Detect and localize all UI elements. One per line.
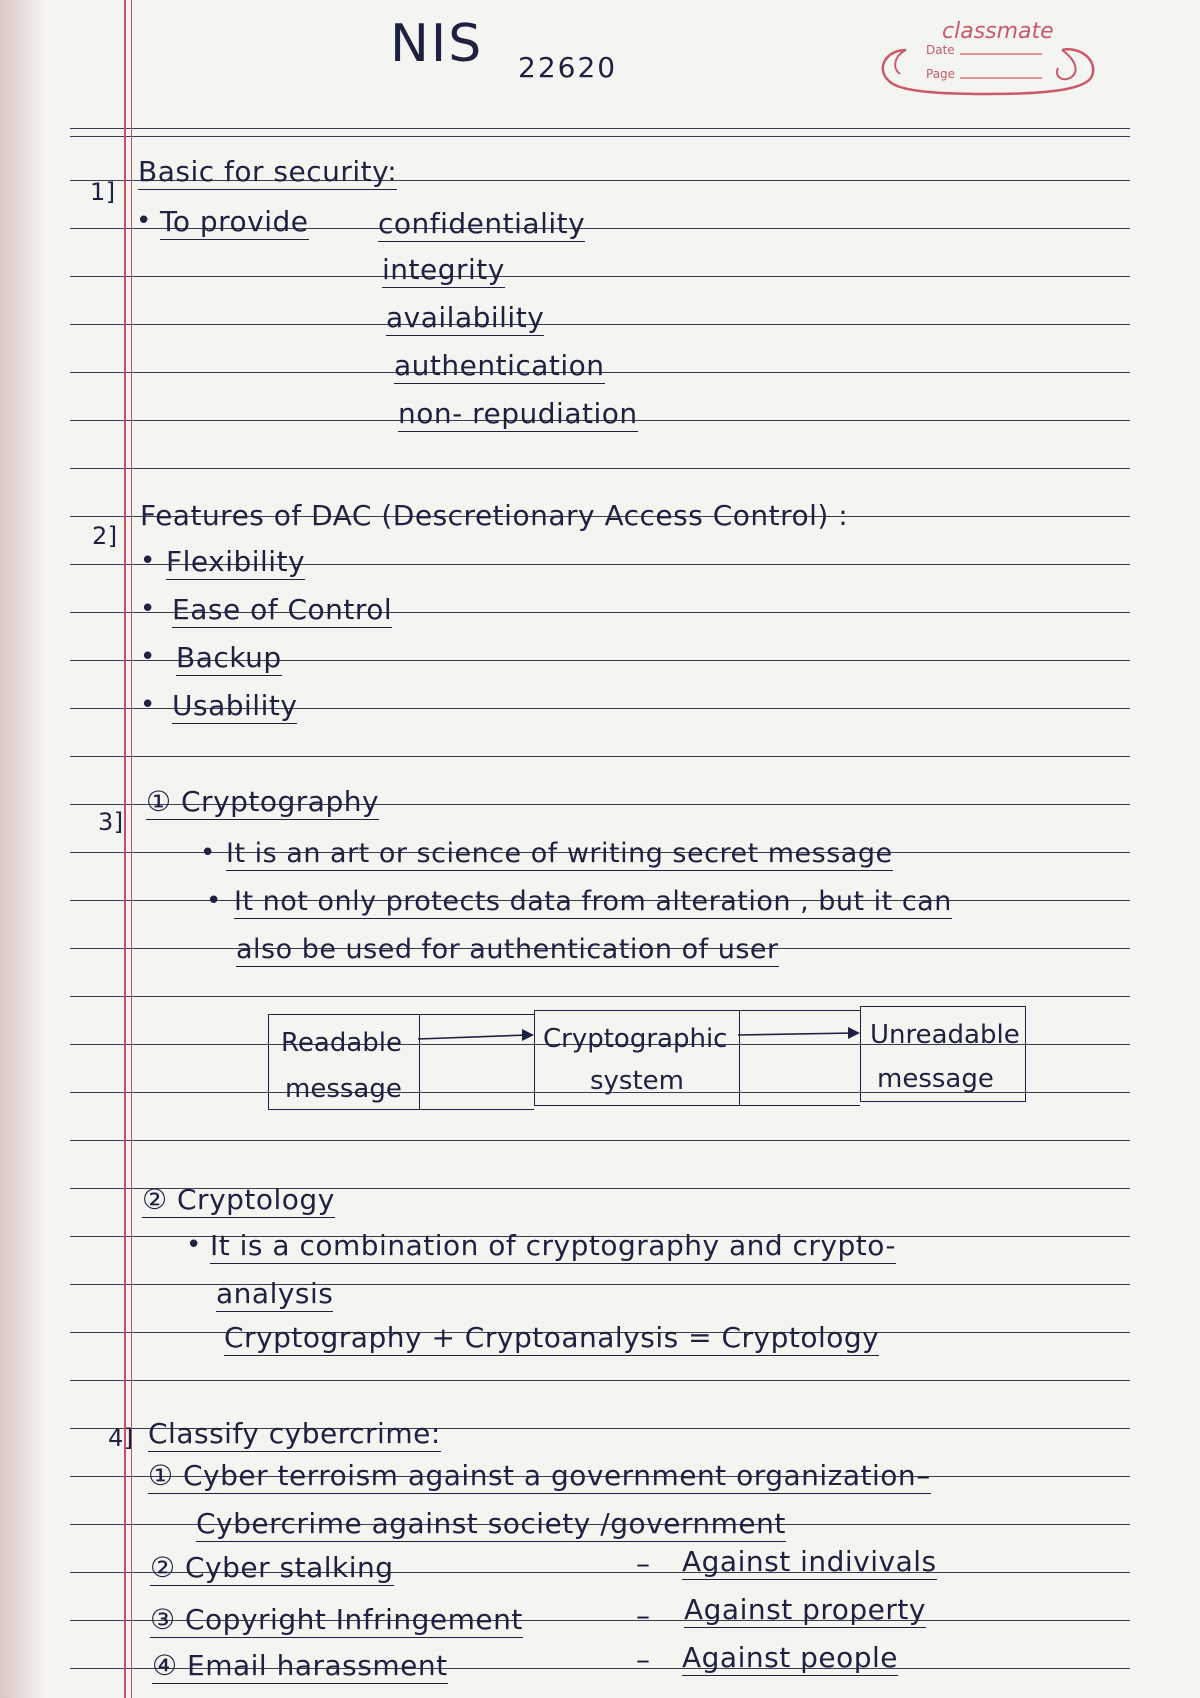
classmate-logo (866, 20, 1106, 110)
q4-row-target: Against property (684, 1593, 926, 1626)
q2-item: Flexibility (166, 545, 306, 578)
q3-bullet: It is an art or science of writing secret message (226, 838, 893, 869)
q3-part1-title: ① Cryptography (146, 785, 380, 818)
q4-row-crime: ③ Copyright Infringement (150, 1603, 523, 1636)
page-binding-edge (0, 0, 46, 1698)
q3-part2-bullet: It is a combination of cryptography and crypto- (210, 1229, 896, 1262)
bullet-dot: • (186, 1230, 202, 1260)
bullet-dot: • (136, 206, 152, 236)
q4-row-target: Against people (682, 1641, 898, 1674)
bullet-dot: • (140, 594, 156, 624)
q2-item: Ease of Control (172, 593, 393, 626)
q4-heading: Classify cybercrime: (148, 1417, 441, 1450)
ruled-line (70, 468, 1130, 469)
diagram-connector (418, 1014, 534, 1110)
box-label: message (877, 1064, 994, 1094)
question-number: 2] (92, 522, 118, 550)
q3-part2-title: ② Cryptology (142, 1183, 335, 1216)
cryptology-formula: Cryptography + Cryptoanalysis = Cryptology (224, 1321, 880, 1354)
diagram-connector (738, 1010, 860, 1106)
q4-row-dash: – (636, 1599, 651, 1632)
q3-bullet-continued: also be used for authentication of user (236, 934, 779, 965)
q4-row-crime: ④ Email harassment (152, 1649, 448, 1682)
box-label: message (285, 1074, 402, 1104)
box-label: system (590, 1066, 684, 1096)
page-label: Page (926, 67, 956, 81)
q3-part2-bullet-continued: analysis (216, 1277, 334, 1310)
bullet-dot: • (140, 546, 156, 576)
q4-row-target: Against indivivals (682, 1545, 937, 1578)
q1-heading: Basic for security: (138, 155, 398, 188)
subject-code: 22620 (518, 51, 618, 84)
ruled-line (70, 136, 1130, 137)
bullet-dot: • (200, 838, 216, 868)
ruled-line (70, 324, 1130, 325)
question-number: 4] (108, 1424, 134, 1452)
ruled-line (70, 756, 1130, 757)
q4-row-crime: ② Cyber stalking (150, 1551, 394, 1584)
q4-row-dash: – (636, 1547, 651, 1580)
q1-lead: To provide (160, 205, 309, 238)
q4-item-continued: Cybercrime against society /government (196, 1507, 786, 1540)
q2-heading: Features of DAC (Descretionary Access Control) : (140, 499, 849, 532)
bullet-dot: • (206, 886, 222, 916)
brand-text: classmate (942, 20, 1054, 44)
page-title: NIS (390, 14, 484, 74)
date-label: Date (926, 43, 955, 57)
ruled-line (70, 128, 1130, 129)
q2-item: Backup (176, 641, 282, 674)
question-number: 3] (98, 808, 124, 836)
q1-item: availability (386, 301, 545, 334)
q3-bullet: It not only protects data from alteration , but it can (234, 886, 952, 917)
ruled-line (70, 276, 1130, 277)
box-label: Unreadable (870, 1020, 1020, 1050)
q4-row-dash: – (636, 1643, 651, 1676)
q1-item: authentication (394, 349, 605, 382)
ruled-line (70, 1380, 1130, 1381)
q1-item: integrity (382, 253, 505, 286)
ruled-line (70, 996, 1130, 997)
q4-item: ① Cyber terroism against a government organization– (148, 1459, 931, 1492)
box-label: Readable (281, 1028, 402, 1058)
question-number: 1] (90, 178, 116, 206)
bullet-dot: • (140, 690, 156, 720)
q1-item: non- repudiation (398, 397, 638, 430)
q2-item: Usability (172, 689, 298, 722)
bullet-dot: • (140, 642, 156, 672)
ruled-line (70, 1140, 1130, 1141)
box-label: Cryptographic (543, 1024, 728, 1054)
q1-item: confidentiality (378, 207, 586, 240)
